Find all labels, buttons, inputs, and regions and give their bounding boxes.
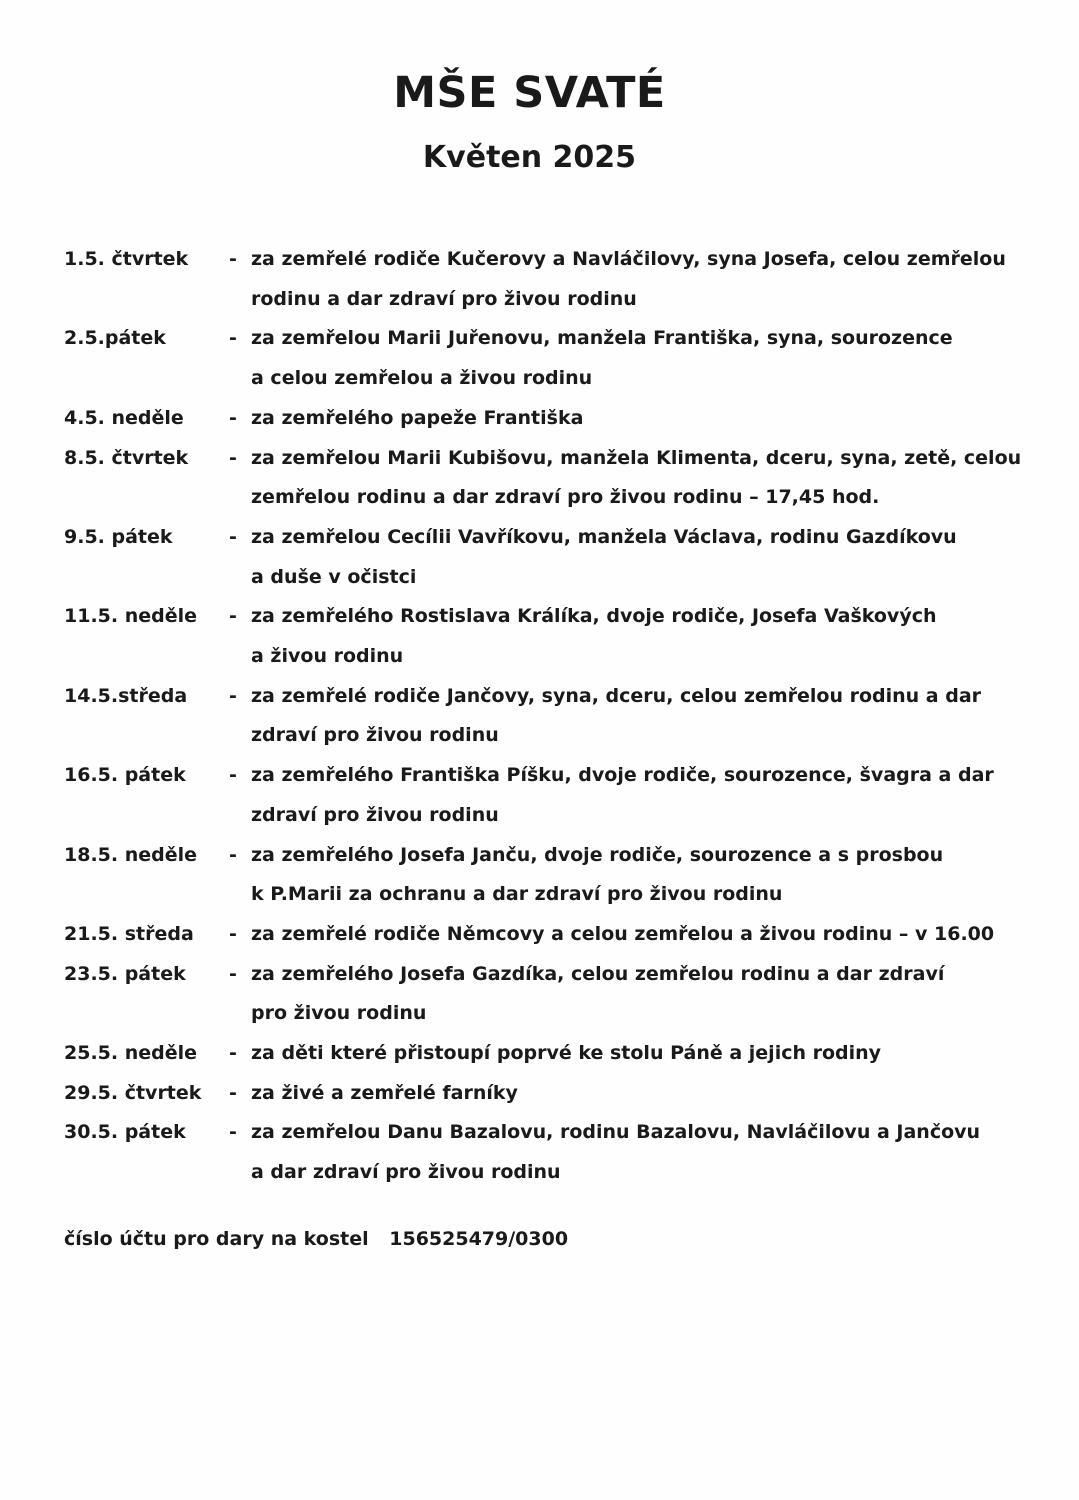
- entry-date: 11.5. neděle: [64, 605, 198, 628]
- intention-line: zemřelou rodinu a dar zdraví pro živou rodinu – 17,45 hod.: [251, 486, 880, 509]
- entry-dash: -: [229, 922, 237, 945]
- intention-line: zdraví pro živou rodinu: [251, 724, 499, 747]
- entry-intention: [251, 955, 1024, 1034]
- entry-intention: [251, 915, 1024, 955]
- page-title: MŠE SVATÉ: [393, 68, 666, 118]
- intention-line: za zemřelou Cecílii Vavříkovu, manžela Václava, rodinu Gazdíkovu: [251, 525, 957, 548]
- intention-line: za zemřelou Marii Juřenovu, manžela Františka, syna, sourozence: [251, 327, 953, 350]
- entry-dash: -: [229, 446, 237, 469]
- schedule-entry: [64, 518, 1024, 597]
- page-subtitle: Květen 2025: [422, 140, 637, 175]
- entry-dash: -: [229, 248, 237, 270]
- entry-intention: [251, 597, 1024, 676]
- intention-line: a duše v očistci: [251, 565, 417, 588]
- entry-intention: [251, 240, 1024, 319]
- intention-line: rodinu a dar zdraví pro živou rodinu: [251, 287, 637, 310]
- intention-line: pro živou rodinu: [251, 1002, 427, 1025]
- entry-dash: -: [229, 1121, 237, 1144]
- intention-line: za zemřelé rodiče Němcovy a celou zemřelou a živou rodinu – v 16.00: [251, 922, 995, 945]
- bank-account-line: [64, 1228, 568, 1250]
- schedule-entry: [64, 319, 1024, 398]
- entry-dash: -: [229, 1081, 237, 1104]
- entry-intention: [251, 836, 1024, 915]
- intention-line: a živou rodinu: [251, 645, 404, 668]
- schedule-entry: [64, 399, 1024, 439]
- intention-line: za zemřelou Marii Kubišovu, manžela Klimenta, dceru, syna, zetě, celou: [251, 446, 1022, 469]
- entry-intention: [251, 439, 1024, 518]
- intention-line: zdraví pro živou rodinu: [251, 803, 499, 826]
- entry-dash: -: [229, 327, 237, 350]
- entry-date: 1.5. čtvrtek: [64, 248, 189, 270]
- account-number: 156525479/0300: [389, 1228, 569, 1250]
- intention-line: k P.Marii za ochranu a dar zdraví pro živou rodinu: [251, 883, 783, 906]
- entry-date: 2.5.pátek: [64, 327, 166, 350]
- entry-date: 16.5. pátek: [64, 764, 186, 787]
- entry-dash: -: [229, 525, 237, 548]
- schedule-entry: [64, 756, 1024, 835]
- intention-line: a celou zemřelou a živou rodinu: [251, 367, 593, 390]
- entry-dash: -: [229, 1042, 237, 1065]
- schedule-entry: [64, 1074, 1024, 1114]
- entry-date: 23.5. pátek: [64, 962, 186, 985]
- entry-date: 14.5.středa: [64, 684, 188, 707]
- intention-line: za zemřelé rodiče Kučerovy a Navláčilovy, syna Josefa, celou zemřelou: [251, 248, 1006, 270]
- entry-dash: -: [229, 605, 237, 628]
- entry-date: 18.5. neděle: [64, 843, 198, 866]
- intention-line: a dar zdraví pro živou rodinu: [251, 1161, 561, 1184]
- entry-dash: -: [229, 406, 237, 429]
- entry-date: 29.5. čtvrtek: [64, 1081, 202, 1104]
- entry-date: 9.5. pátek: [64, 525, 173, 548]
- entry-intention: [251, 677, 1024, 756]
- schedule-entry: [64, 240, 1024, 319]
- intention-line: za zemřelého Rostislava Králíka, dvoje rodiče, Josefa Vaškových: [251, 605, 937, 628]
- entry-date: 25.5. neděle: [64, 1042, 198, 1065]
- entry-date: 4.5. neděle: [64, 406, 184, 429]
- intention-line: za živé a zemřelé farníky: [251, 1081, 518, 1104]
- entry-dash: -: [229, 764, 237, 787]
- entry-intention: [251, 1113, 1024, 1192]
- mass-schedule-list: [64, 240, 1024, 1193]
- entry-date: 8.5. čtvrtek: [64, 446, 189, 469]
- account-label: číslo účtu pro dary na kostel: [64, 1228, 369, 1250]
- intention-line: za děti které přistoupí poprvé ke stolu Páně a jejich rodiny: [251, 1042, 882, 1065]
- schedule-entry: [64, 915, 1024, 955]
- entry-intention: [251, 399, 1024, 439]
- entry-dash: -: [229, 684, 237, 707]
- entry-intention: [251, 319, 1024, 398]
- intention-line: za zemřelého Josefa Janču, dvoje rodiče, sourozence a s prosbou: [251, 843, 944, 866]
- entry-intention: [251, 756, 1024, 835]
- schedule-entry: [64, 597, 1024, 676]
- schedule-entry: [64, 439, 1024, 518]
- entry-dash: -: [229, 843, 237, 866]
- schedule-entry: [64, 677, 1024, 756]
- schedule-entry: [64, 1034, 1024, 1074]
- entry-date: 21.5. středa: [64, 922, 194, 945]
- entry-intention: [251, 518, 1024, 597]
- entry-intention: [251, 1074, 1024, 1114]
- entry-dash: -: [229, 962, 237, 985]
- intention-line: za zemřelou Danu Bazalovu, rodinu Bazalovu, Navláčilovu a Jančovu: [251, 1121, 981, 1144]
- schedule-entry: [64, 836, 1024, 915]
- intention-line: za zemřelého papeže Františka: [251, 406, 584, 429]
- schedule-entry: [64, 955, 1024, 1034]
- intention-line: za zemřelé rodiče Jančovy, syna, dceru, celou zemřelou rodinu a dar: [251, 684, 982, 707]
- intention-line: za zemřelého Josefa Gazdíka, celou zemřelou rodinu a dar zdraví: [251, 962, 945, 985]
- intention-line: za zemřelého Františka Píšku, dvoje rodiče, sourozence, švagra a dar: [251, 764, 994, 787]
- schedule-entry: [64, 1113, 1024, 1192]
- entry-intention: [251, 1034, 1024, 1074]
- entry-date: 30.5. pátek: [64, 1121, 186, 1144]
